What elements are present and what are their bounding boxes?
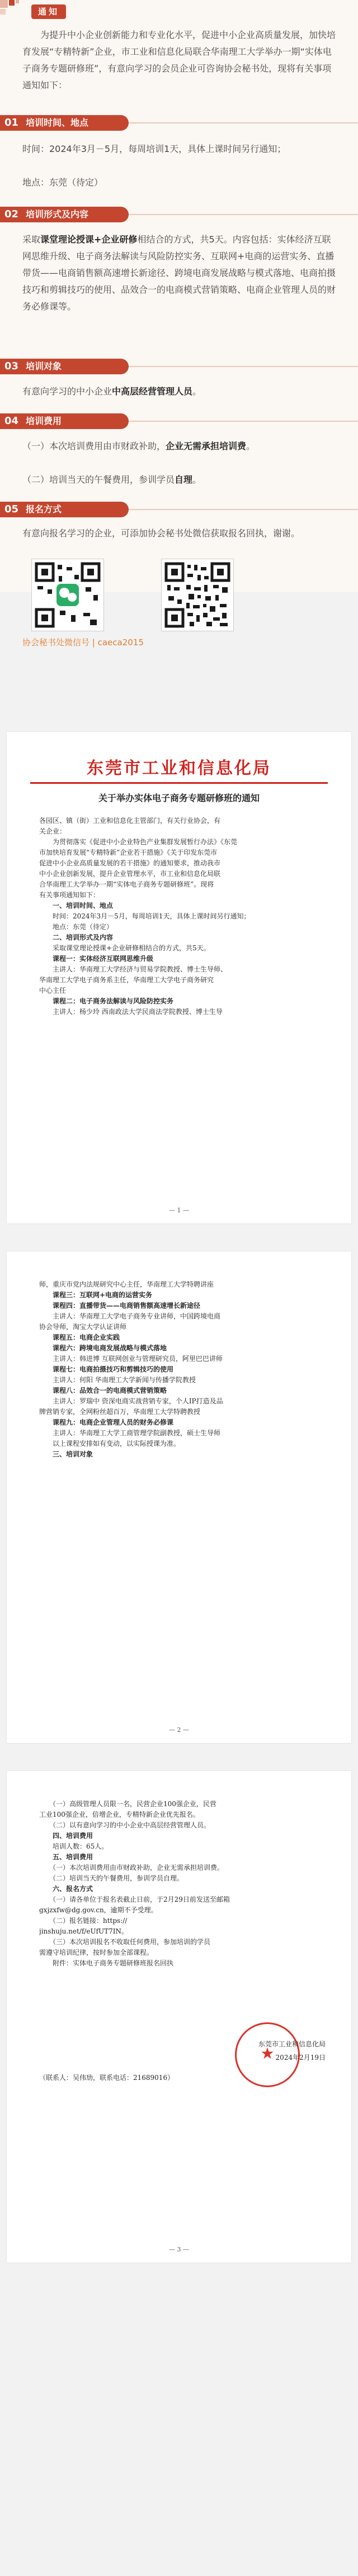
- section-number: 05: [4, 503, 19, 515]
- document-line: 三、培训对象: [39, 1450, 93, 1458]
- document-line: 课程五：电商企业实践: [39, 1334, 120, 1341]
- document-line: 二、培训形式及内容: [39, 934, 114, 941]
- fee-line-1: （一）本次培训费用由市财政补助，企业无需承担培训费。: [22, 441, 256, 451]
- document-line: （二）培训当天的午餐费用，参训学员自理。: [39, 1874, 184, 1882]
- document-line: 主讲人：何阳 华南理工大学新闻与传播学院教授: [39, 1376, 196, 1384]
- section-number: 02: [4, 208, 19, 220]
- document-line: 主讲人：杨少玲 西南政法大学民商法学院教授、博士生导: [39, 1008, 223, 1016]
- document-line: （一）高级管理人员限一名，民营企业100强企业，民营: [39, 1800, 216, 1808]
- document-line: 以上课程安排如有变动，以实际授课为准。: [39, 1440, 181, 1447]
- document-page-2: [7, 1251, 351, 1743]
- section-header-3: [0, 355, 358, 378]
- document-line: gxjzxfw@dg.gov.cn，逾期不予受理。: [39, 1906, 158, 1914]
- document-line: 各园区、镇（街）工业和信息化主管部门，有关行业协会，有: [39, 817, 221, 825]
- section-number: 04: [4, 415, 19, 427]
- document-line: 主讲人：华南理工大学电子商务专业讲师，中国跨境电商: [39, 1312, 221, 1320]
- document-line: 附件：实体电子商务专题研修班报名回执: [39, 1959, 174, 1967]
- document-body-2: [39, 1279, 319, 1460]
- document-line: （一）请各单位于报名表截止日前，于2月29日前发送至邮箱: [39, 1896, 230, 1903]
- document-line: 主讲人：韩进博 互联网创业与管理研究员，阿里巴巴讲师: [39, 1355, 223, 1363]
- section-header-1: [0, 112, 358, 134]
- issuer-header: 东莞市工业和信息化局: [87, 759, 271, 778]
- emphasis: 自理: [175, 474, 193, 485]
- document-line: 中小企业创新发展，提升企业管理水平，市工业和信息化局联: [39, 870, 221, 878]
- document-line: 工业100强企业，倍增企业，专精特新企业优先报名。: [39, 1811, 200, 1818]
- section-title: 培训对象: [26, 361, 62, 372]
- document-line: 促进中小企业高质量发展的若干措施》的通知要求，推动我市: [39, 859, 221, 867]
- document-line: （二）报名链接：https://: [39, 1917, 128, 1925]
- document-line: 一、培训时间、地点: [39, 902, 114, 910]
- wechat-qr-code-icon[interactable]: [31, 559, 104, 631]
- document-body-3: [39, 1799, 319, 1969]
- intro-paragraph: 为提升中小企业创新能力和专业化水平，促进中小企业高质量发展，加快培育发展“专精特新”企业，市工业和信息化局联合华南理工大学举办一期“实体电子商务专题研修班”，有意向学习的会员企业可咨询协会秘书处，现将有关事项通知如下：: [22, 30, 336, 91]
- second-qr-code-icon[interactable]: [161, 559, 234, 631]
- signup-text: 有意向报名学习的企业，可添加协会秘书处微信获取报名回执，谢谢。: [22, 528, 300, 539]
- section-title: 培训时间、地点: [26, 117, 89, 128]
- document-line: 课程六：跨境电商发展战略与模式落地: [39, 1344, 167, 1352]
- emphasis: 课堂理论授课+企业研修: [40, 234, 138, 245]
- document-line: 主讲人：华南理工大学经济与贸易学院教授、博士生导师、: [39, 965, 228, 973]
- page-number: — 2 —: [169, 1726, 189, 1734]
- issue-date: 2024年2月19日: [275, 2054, 326, 2061]
- document-line: 中心主任: [39, 987, 67, 994]
- document-line: 主讲人：华南理工大学工商管理学院副教授，硕士生导师: [39, 1429, 221, 1437]
- document-line: 市加快培育发展“专精特新”企业若干措施》《关于印发东莞市: [39, 849, 218, 856]
- section-header-5: [0, 498, 358, 521]
- document-line: 四、培训费用: [39, 1832, 93, 1840]
- section-header-2: [0, 203, 358, 226]
- document-line: 主讲人：罗瑞中 资深电商实战营销专家，个人IP打造及品: [39, 1397, 223, 1405]
- document-page-1: [7, 732, 351, 1223]
- fee-line-2: （二）培训当天的午餐费用，参训学员自理。: [22, 474, 202, 485]
- header-rule: [30, 782, 328, 784]
- section-title: 报名方式: [26, 504, 62, 515]
- document-line: 课程七：电商拍摄技巧和剪辑技巧的使用: [39, 1365, 174, 1373]
- document-line: 有关事项通知如下：: [39, 891, 100, 899]
- page-number: — 3 —: [169, 2246, 189, 2253]
- document-line: 地点：东莞（待定）: [39, 923, 114, 931]
- wechat-caption: 协会秘书处微信号 | caeca2015: [22, 637, 144, 647]
- document-line: 协会导师，淘宝大学认证讲师: [39, 1323, 127, 1331]
- document-line: 师，重庆市党内法规研究中心主任，华南理工大学特聘讲座: [39, 1280, 214, 1288]
- document-line: 六、报名方式: [39, 1885, 93, 1893]
- training-audience: 有意向学习的中小企业中高层经营管理人员。: [22, 386, 202, 397]
- document-line: 课程四：直播带货——电商销售额高速增长新途径: [39, 1302, 201, 1310]
- document-body-1: [39, 816, 319, 1017]
- document-line: 课程一：实体经济互联网思维升级: [39, 955, 154, 963]
- training-time: 时间：2024年3月－5月，每周培训1天，具体上课时间另行通知；: [22, 144, 286, 154]
- document-line: 培训人数：65人。: [39, 1842, 109, 1850]
- document-line: 课程三：互联网+电商的运营实务: [39, 1291, 153, 1299]
- document-line: （三）本次培训报名不收取任何费用，参加培训的学员: [39, 1938, 211, 1946]
- document-line: 五、培训费用: [39, 1853, 93, 1861]
- document-line: 为贯彻落实《促进中小企业特色产业集群发展暂行办法》《东莞: [39, 838, 238, 846]
- official-seal-icon: ★: [235, 2022, 300, 2087]
- emphasis: 企业无需承担培训费: [166, 441, 247, 451]
- document-line: 课程九：电商企业管理人员的财务必修课: [39, 1418, 174, 1426]
- training-content: 采取课堂理论授课+企业研修相结合的方式，共5天。内容包括：实体经济互联网思维升级、电子商务法解读与风险防控实务、互联网+电商的运营实务、直播带货——电商销售额高速增长新途径、跨境电商发展战略与模式落地、电商拍摄技巧和剪辑技巧的使用、品效合一的电商模式营销策略、电商企业管理人员的财务必修课等。: [22, 234, 336, 312]
- section-number: 03: [4, 360, 19, 372]
- section-number: 01: [4, 117, 19, 128]
- notice-badge: 通知: [31, 4, 66, 19]
- document-line: 关企业：: [39, 827, 67, 835]
- document-line: （二）以有意向学习的中小企业中高层经营管理人员。: [39, 1821, 211, 1829]
- signer: 东莞市工业和信息化局: [258, 2040, 326, 2048]
- document-title: 关于举办实体电子商务专题研修班的通知: [98, 793, 260, 803]
- contact-info: （联系人：吴伟劢，联系电话：21689016）: [39, 2074, 175, 2082]
- section-title: 培训形式及内容: [26, 209, 89, 220]
- document-line: 华南理工大学电子商务系主任，华南理工大学电子商务研究: [39, 976, 214, 984]
- document-page-3: [7, 1771, 351, 2263]
- document-line: jinshuju.net/f/eUfUT7IN。: [39, 1927, 128, 1935]
- document-line: （一）本次培训费用由市财政补助，企业无需承担培训费。: [39, 1864, 224, 1872]
- emphasis: 中高层经营管理人员: [112, 386, 193, 397]
- document-line: 需遵守培训纪律，按时参加全部课程。: [39, 1949, 154, 1956]
- notice-panel: [0, 0, 358, 592]
- section-title: 培训费用: [26, 416, 62, 426]
- document-line: 课程二：电子商务法解读与风险防控实务: [39, 997, 174, 1005]
- page-number: — 1 —: [169, 1207, 189, 1214]
- document-line: 牌营销专家，全网粉丝超百万，华南理工大学特聘教授: [39, 1408, 201, 1416]
- training-place: 地点：东莞（待定）: [22, 177, 103, 188]
- document-line: 课程八：品效合一的电商模式营销策略: [39, 1387, 167, 1394]
- document-line: 合华南理工大学举办一期“实体电子商务专题研修班”。现将: [39, 880, 214, 888]
- document-line: 采取课堂理论授课+企业研修相结合的方式，共5天。: [39, 944, 210, 952]
- document-line: 时间：2024年3月－5月，每周培训1天，具体上课时间另行通知；: [39, 912, 251, 920]
- section-header-4: [0, 410, 358, 432]
